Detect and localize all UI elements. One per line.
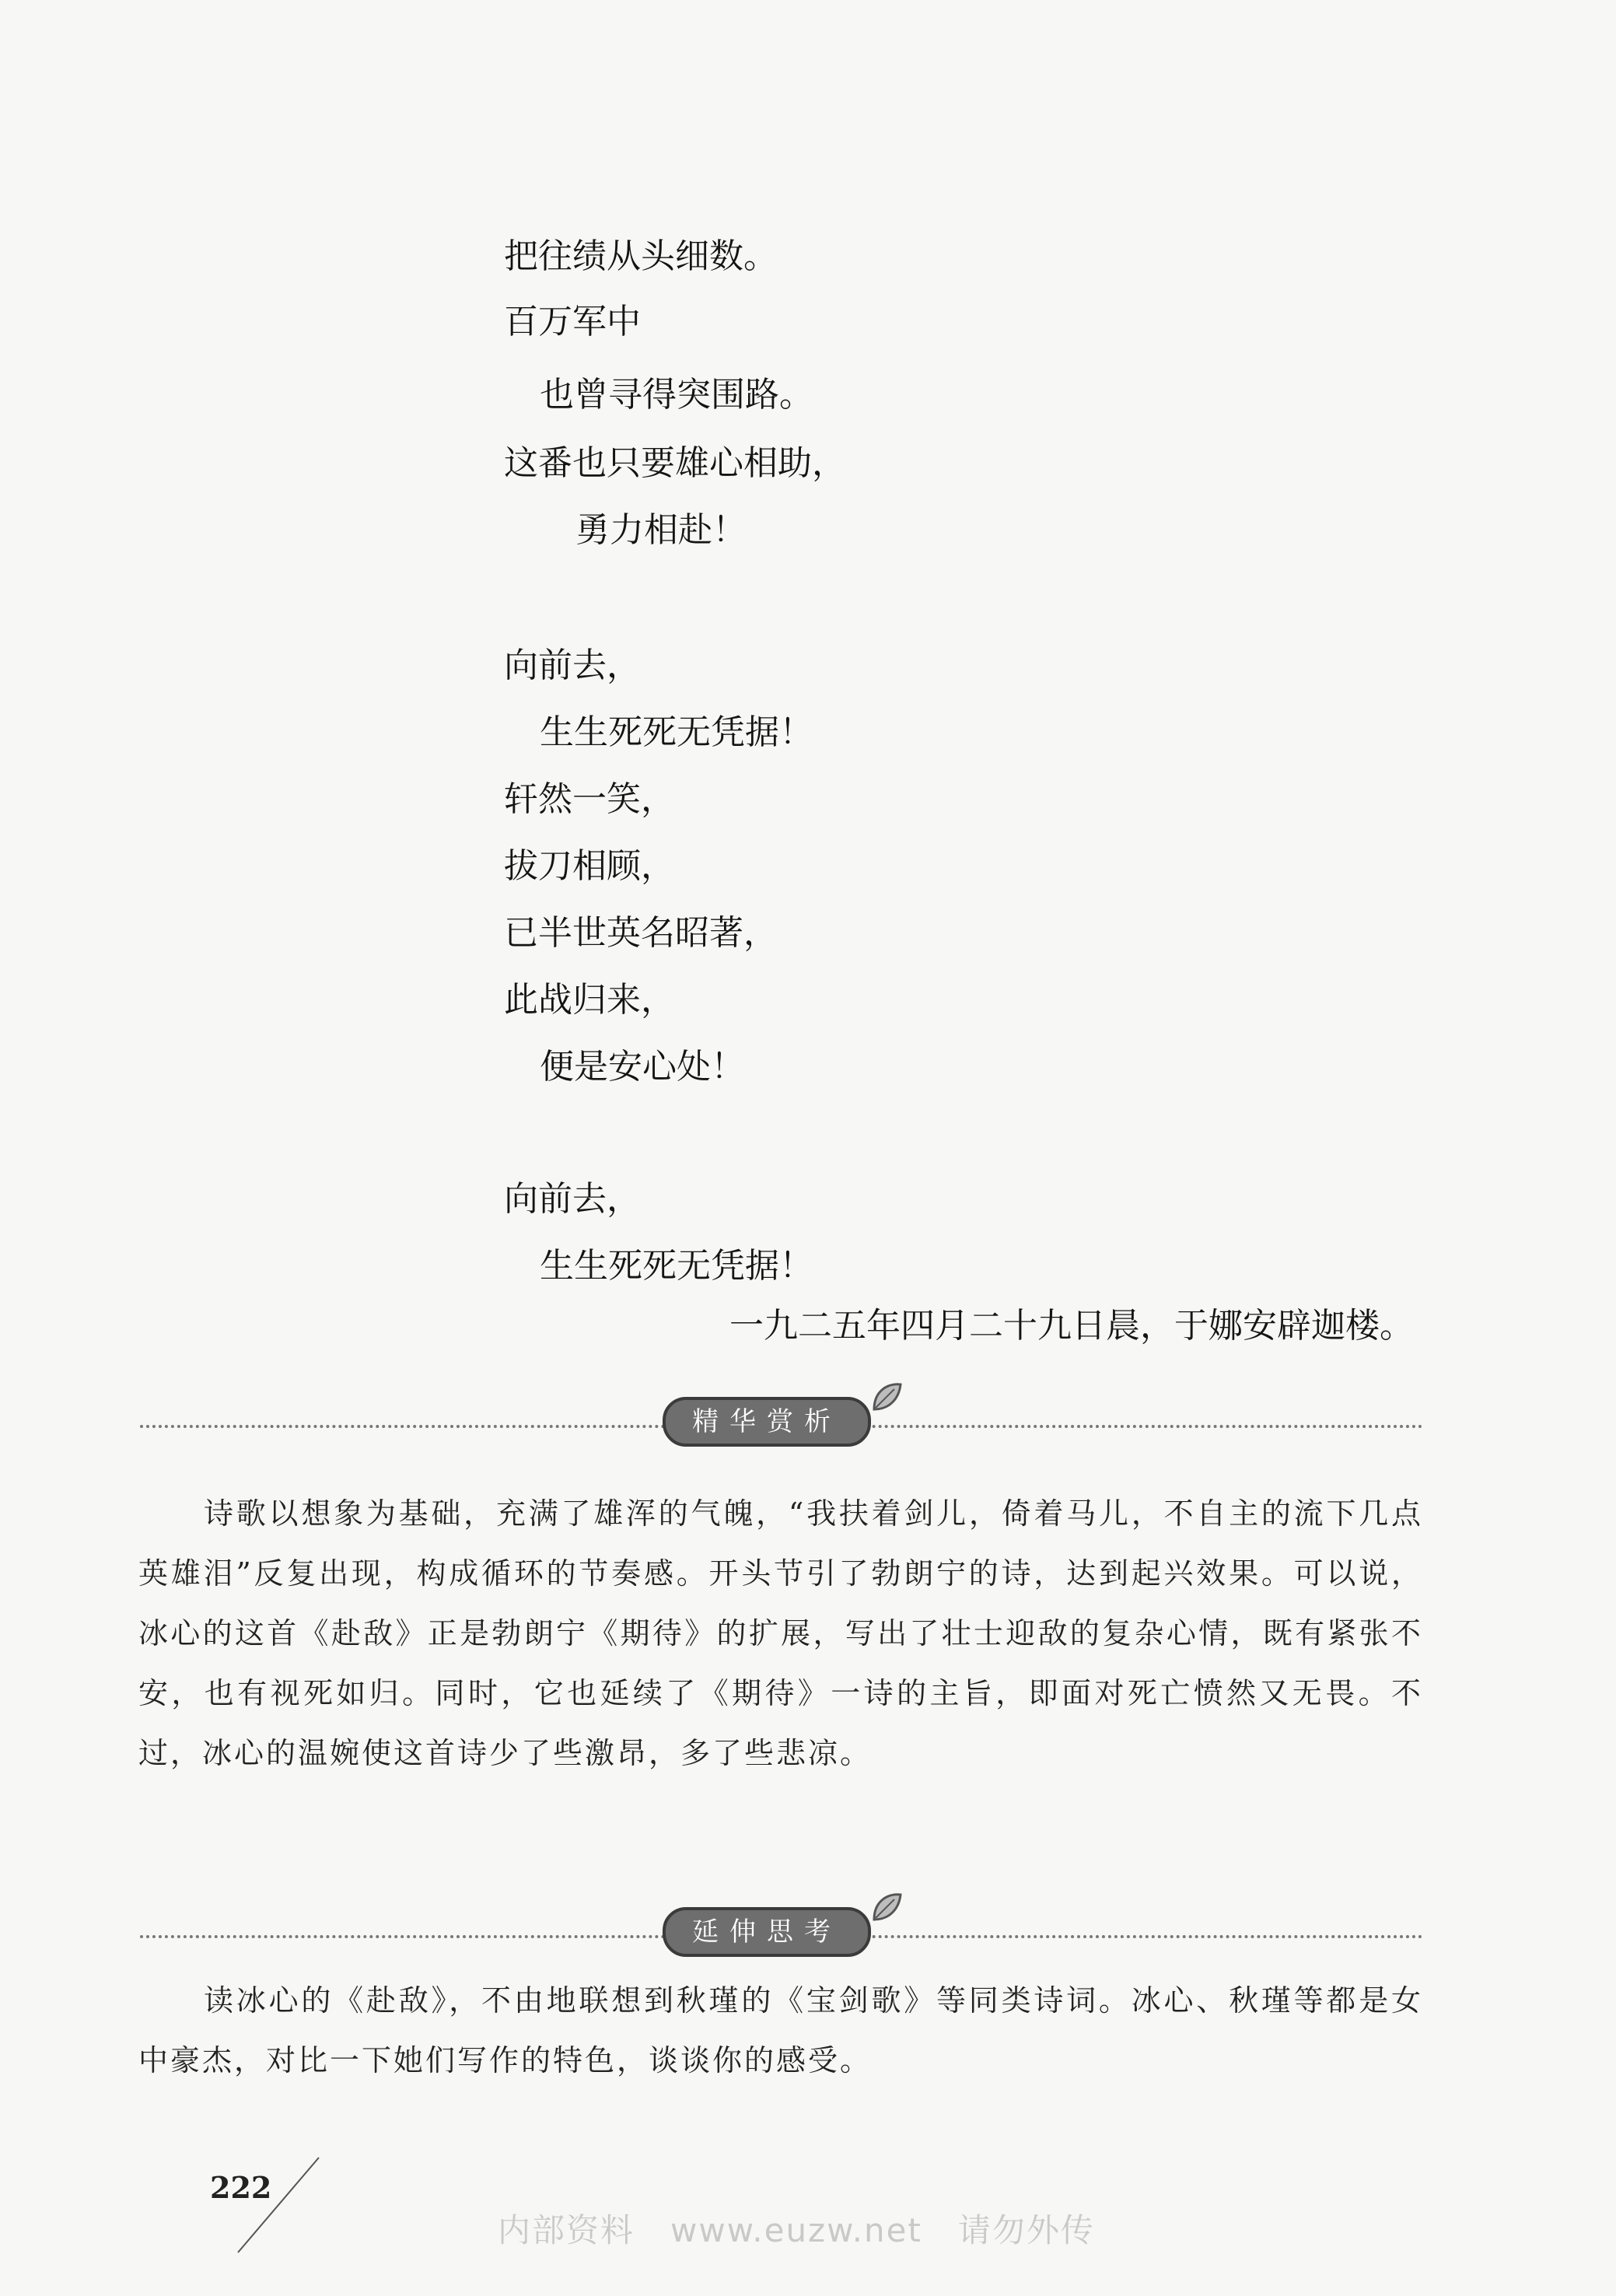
poem-dateline: 一九二五年四月二十九日晨，于娜安辟迦楼。 bbox=[729, 1306, 1414, 1346]
leaf-icon bbox=[869, 1380, 904, 1414]
appreciation-badge: 精华赏析 bbox=[663, 1397, 871, 1447]
poem-line: 这番也只要雄心相助， bbox=[504, 443, 846, 483]
poem-line: 百万军中 bbox=[504, 302, 641, 341]
poem-line: 轩然一笑， bbox=[504, 779, 675, 819]
poem-line: 向前去， bbox=[504, 1179, 641, 1219]
appreciation-text: 诗歌以想象为基础，充满了雄浑的气魄，“我扶着剑儿，倚着马儿，不自主的流下几点英雄泪”反复出现，构成循环的节奏感。开头节引了勃朗宁的诗，达到起兴效果。可以说，冰心的这首《赴敌》正是勃朗宁《期待》的扩展，写出了壮士迎敌的复杂心情，既有紧张不安，也有视死如归。同时，它也延续了《期待》一诗的主旨，即面对死亡愤然又无畏。不过，冰心的温婉使这首诗少了些激昂，多了些悲凉。 bbox=[138, 1496, 1423, 1770]
poem-line: 生生死死无凭据！ bbox=[540, 712, 813, 752]
page-number: 222 bbox=[210, 2170, 272, 2205]
extension-badge: 延伸思考 bbox=[663, 1907, 871, 1957]
leaf-icon bbox=[869, 1890, 904, 1924]
poem-line: 拔刀相顾， bbox=[504, 846, 675, 886]
poem-line: 勇力相赴！ bbox=[575, 510, 747, 550]
poem-line: 也曾寻得突围路。 bbox=[540, 375, 813, 415]
poem-line: 把往绩从头细数。 bbox=[504, 236, 778, 276]
watermark: 内部资料 www.euzw.net 请勿外传 bbox=[498, 2211, 1095, 2249]
poem-line: 此战归来， bbox=[504, 980, 675, 1020]
page-number-slash bbox=[233, 2154, 327, 2256]
extension-text: 读冰心的《赴敌》，不由地联想到秋瑾的《宝剑歌》等同类诗词。冰心、秋瑾等都是女中豪杰，对比一下她们写作的特色，谈谈你的感受。 bbox=[138, 1983, 1423, 2077]
poem-line: 生生死死无凭据！ bbox=[540, 1246, 813, 1286]
poem-line: 已半世英名昭著， bbox=[504, 913, 778, 953]
poem-line: 向前去， bbox=[504, 646, 641, 685]
poem-line: 便是安心处！ bbox=[540, 1047, 745, 1087]
